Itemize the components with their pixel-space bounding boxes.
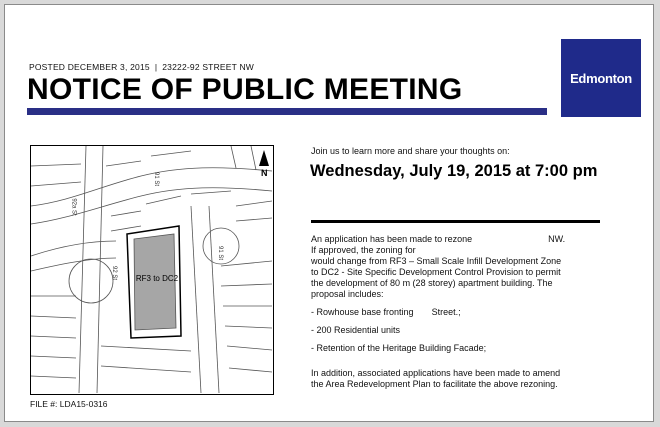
posted-date: POSTED DECEMBER 3, 2015 [29, 62, 150, 72]
application-line-6: proposal includes: [311, 289, 384, 299]
site-label: RF3 to DC2 [135, 274, 179, 283]
application-line-2: If approved, the zoning for [311, 245, 416, 255]
posted-address: 23222-92 STREET NW [162, 62, 255, 72]
north-label: N [261, 168, 268, 178]
application-details [311, 234, 611, 390]
bullet-rowhouse-b: Street.; [431, 307, 461, 317]
logo-text: Edmonton [570, 70, 632, 86]
posted-line [29, 62, 254, 72]
closing-line-1: In addition, associated applications have been made to amend [311, 368, 561, 378]
bullet-rowhouse [311, 307, 611, 318]
edmonton-logo [561, 39, 641, 117]
application-line-5: the development of 80 m (28 storey) apartment building. The [311, 278, 553, 288]
street-label-91-north: 91 St [153, 171, 160, 187]
file-number [30, 399, 108, 409]
application-line-1b: NW. [548, 234, 566, 244]
bullet-heritage: - Retention of the Heritage Building Facade; [311, 343, 487, 353]
page-title: NOTICE OF PUBLIC MEETING [27, 73, 463, 106]
meeting-datetime: Wednesday, July 19, 2015 at 7:00 pm [310, 162, 598, 180]
posted-separator: | [154, 62, 158, 72]
bullet-residential: - 200 Residential units [311, 325, 401, 335]
title-underline [27, 108, 547, 115]
notice-page [4, 4, 654, 422]
street-label-92: 92 St [111, 265, 118, 281]
file-label: FILE #: [30, 399, 58, 409]
closing-line-2: the Area Redevelopment Plan to facilitate the above rezoning. [311, 379, 558, 389]
meeting-intro: Join us to learn more and share your thoughts on: [311, 146, 510, 156]
site-map [30, 145, 274, 395]
application-line-3: would change from RF3 – Small Scale Infill Development Zone [311, 256, 562, 266]
application-line-4: to DC2 - Site Specific Development Control Provision to permit [311, 267, 561, 277]
bullet-rowhouse-a: - Rowhouse base fronting [311, 307, 414, 317]
section-divider [311, 220, 600, 223]
street-label-91-east: 91 St [217, 245, 224, 261]
file-value: LDA15-0316 [59, 399, 108, 409]
application-line-1a: An application has been made to rezone [311, 234, 473, 244]
site-map-graphic [31, 146, 272, 393]
street-label-92a: 92a St [70, 198, 77, 216]
application-line-1 [311, 234, 611, 245]
